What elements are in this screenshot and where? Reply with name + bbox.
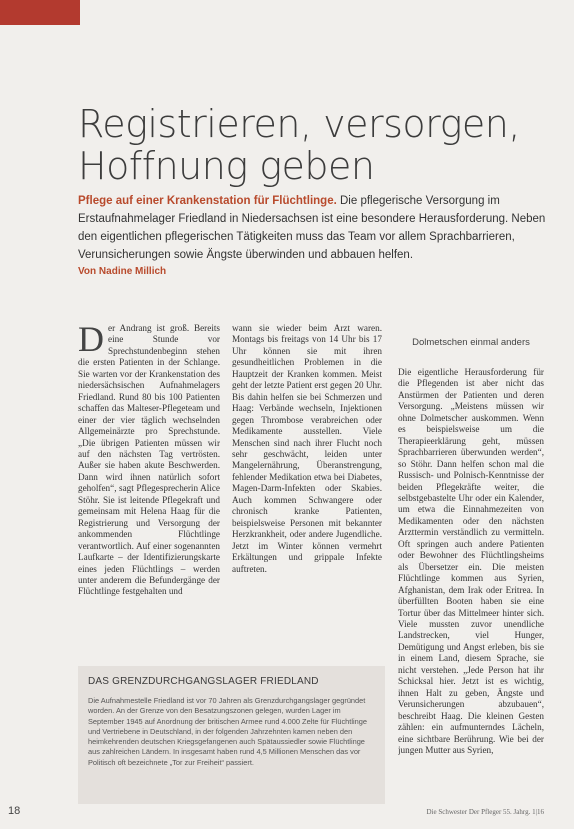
- text-column-1: [78, 323, 220, 661]
- info-box: [78, 666, 385, 804]
- text-column-3: [398, 367, 544, 814]
- info-box-body: Die Aufnahmestelle Friedland ist vor 70 Jahren als Grenzdurchgangslager gegründet worden. An der Grenze von den Besatzungszonen gelegen, wurden Lager im September 1945 auf Anordnung der britischen Armee rund 4.000 Zelte für Flüchtlinge und Vertriebene in Deutschland, in der folgenden Jahrzehnten kamen neben den heimkehrenden deutschen Kriegsgefangenen auch Spätaussiedler sowie Flüchtlinge aus zahlreichen Ländern. In insgesamt haben rund 4,5 Millionen Menschen das vor Politisch oft bezeichnete „Tor zur Freiheit“ passiert.: [88, 696, 367, 767]
- info-box-title: DAS GRENZDURCHGANGSLAGER FRIEDLAND: [88, 676, 319, 687]
- article-title: Registrieren, versorgen, Hoffnung geben: [78, 102, 520, 189]
- corner-color-tab: [0, 0, 80, 25]
- article-lead: [78, 192, 548, 264]
- drop-cap: D: [78, 323, 104, 359]
- lead-text: Die pflegerische Versorgung im Erstaufnahmelager Friedland in Niedersachsen ist eine besondere Herausforderung. Neben den eigentlichen pflegerischen Tätigkeiten muss das Team vor allem Sprachbarrieren, Verunsicherungen sowie Ängste überwinden und abbauen helfen.: [78, 195, 546, 261]
- text-column-2: [232, 323, 382, 595]
- magazine-footer: Die Schwester Der Pfleger 55. Jahrg. 1|16: [426, 808, 544, 816]
- column-2-text: wann sie wieder beim Arzt waren. Montags bis freitags von 14 Uhr bis 17 Uhr können sie mit ihren gesundheitlichen Problemen in die Hauptzeit der Kranken kommen. Meist geht der letzte Patient erst gegen 20 Uhr. Bis dahin helfen sie bei Schmerzen und Haag: Verbände wechseln, Injektionen gegen Thrombose verabreichen oder Medikamente ausstellen. Viele Menschen sind nach ihrer Flucht noch sehr geschwächt, leiden unter Mangelernährung, Überanstrengung, fehlender Medikation etwa bei Diabetes, Magen-Darm-Infekten oder Skabies. Auch kommen Schwangere oder chronisch kranke Patienten, beispielsweise Personen mit bekannter Herzkrankheit, oder andere Jugendliche. Jetzt im Winter können vermehrt Erkältungen und grippale Infekte auftreten.: [232, 323, 382, 574]
- section-subhead: Dolmetschen einmal anders: [412, 337, 530, 348]
- page-number: 18: [8, 805, 21, 817]
- column-1-text: er Andrang ist groß. Bereits eine Stunde vor Sprechstundenbeginn stehen die ersten Patienten in der Schlange. Sie warten vor der Krankenstation des niedersächsischen Aufnahmelagers Friedland. Rund 80 bis 100 Patienten schaffen das Malteser-Pflegeteam und einer der vier täglich wechselnden Allgemeinärzte pro Sprechstunde. „Die übrigen Patienten müssen wir auf den nächsten Tag vertrösten. Außer sie haben akute Beschwerden. Dann wird ihnen natürlich sofort geholfen“, sagt Pflegesprecherin Alice Stöhr. Sie ist leitende Pflegekraft und gemeinsam mit Helena Haag für die Registrierung und Versorgung der ankommenden Flüchtlinge verantwortlich. Auf einer sogenannten Laufkarte – der Identifizierungskarte eines jeden Flüchtlings – werden unter anderem die Befundergänge der Flüchtlinge festgehalten und: [78, 323, 220, 597]
- column-3-text: Die eigentliche Herausforderung für die Pflegenden ist aber nicht das Anstürmen der Patienten und deren Versorgung. „Meistens müssen wir ohne Dolmetscher auskommen. Wenn es beispielsweise um die Therapieerklärung geht, müssen Sprachbarrieren überwunden werden“, so Stöhr. Dann helfen schon mal die Russisch- und Polnisch-Kenntnisse der beiden Pflegekräfte weiter, die selbstgebastelte Uhr oder ein Kalender, um etwa die Einnahmezeiten von Medikamenten oder den nächsten Arzttermin verständlich zu vermitteln. Oft springen auch andere Patienten oder Bewohner des Flüchtlingsheims als Übersetzer ein. Die meisten Flüchtlinge kommen aus Syrien, Afghanistan, dem Irak oder Eritrea. In überfüllten Booten haben sie eine Tortur über das Mittelmeer hinter sich. Viele mussten zuvor unendliche Landstrecken, viel Hunger, Demütigung und Angst erleben, bis sie in einem Land, diesem Sprache, sie nicht verstehen. „Jede Person hat ihr Schicksal hier. Jetzt ist es wichtig, ihnen Halt zu geben, Ängste und Verunsicherungen abzubauen“, beschreibt Haag. Die kleinen Gesten zählen: ein aufmunterndes Lächeln, eine sichtbare Berührung. Wie bei der jungen Mutter aus Syrien,: [398, 367, 544, 755]
- lead-kicker: Pflege auf einer Krankenstation für Flüchtlinge.: [78, 195, 337, 207]
- byline: Von Nadine Millich: [78, 266, 167, 277]
